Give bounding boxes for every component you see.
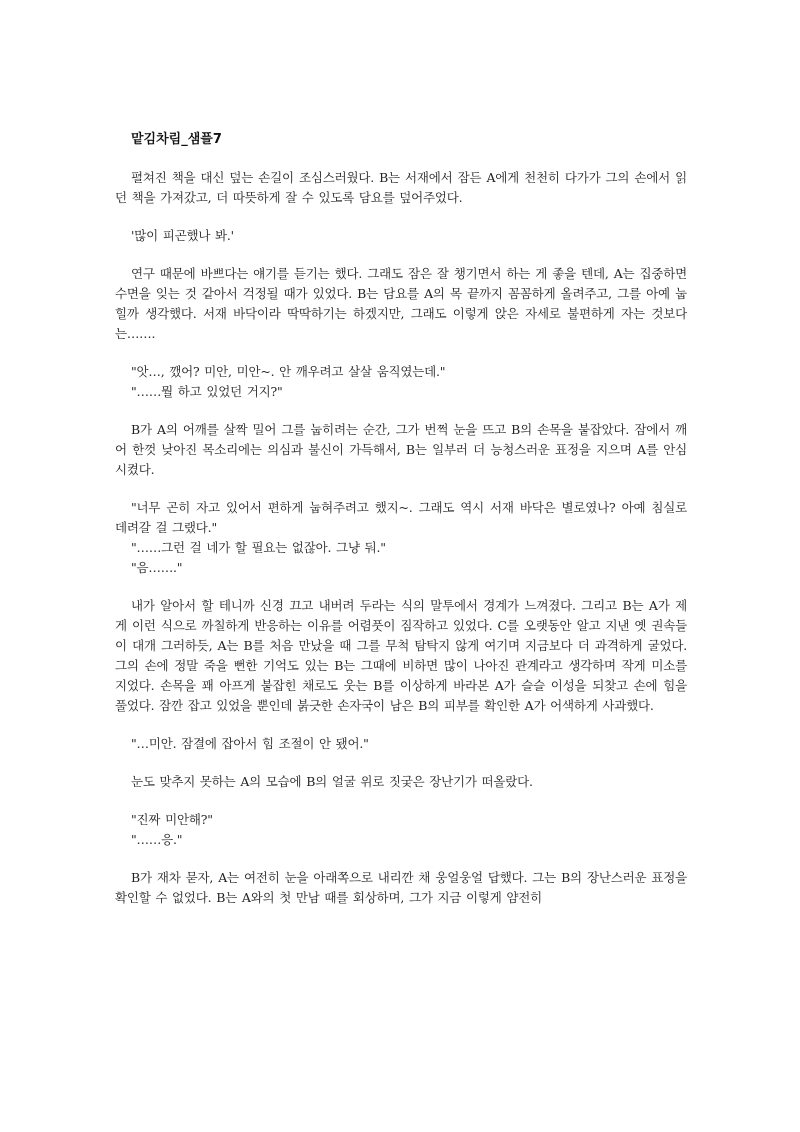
paragraph: B가 재차 묻자, A는 여전히 눈을 아래쪽으로 내리깐 채 웅얼웅얼 답했다. 그는 B의 장난스러운 표정을 확인할 수 없었다. B는 A와의 첫 만남 때를 회상하며, 그가 지금 이렇게 얌전히 [115,870,687,905]
paragraph: 눈도 맞추지 못하는 A의 모습에 B의 얼굴 위로 짓궂은 장난기가 떠올랐다. [131,774,533,789]
dialog-line: "……그런 걸 네가 할 필요는 없잖아. 그냥 둬." [131,540,386,555]
dialog-line: "음……." [131,560,183,575]
paragraph: B가 A의 어깨를 살짝 밀어 그를 눕히려는 순간, 그가 번쩍 눈을 뜨고 B의 손목을 붙잡았다. 잠에서 깨어 한껏 낮아진 목소리에는 의심과 불신이 가득해서, B는 일부러 더 능청스러운 표정을 지으며 A를 안심시켰다. [115,422,687,477]
document-title: 맡김차림_샘플7 [131,132,222,147]
dialog-line: "……뭘 하고 있었던 거지?" [131,384,283,399]
paragraph: 연구 때문에 바쁘다는 얘기를 듣기는 했다. 그래도 잠은 잘 챙기면서 하는 게 좋을 텐데, A는 집중하면 수면을 잊는 것 같아서 걱정될 때가 있었다. B는 담요를 A의 목 끝까지 꼼꼼하게 올려주고, 그를 아예 눕힐까 생각했다. 서재 바닥이라 딱딱하기는 하겠지만, 그래도 이렇게 앉은 자세로 불편하게 자는 것보다는……. [115,266,687,341]
dialog-line: "진짜 미안해?" [131,812,213,827]
paragraph: 펼쳐진 책을 대신 덮는 손길이 조심스러웠다. B는 서재에서 잠든 A에게 천천히 다가가 그의 손에서 읽던 책을 가져갔고, 더 따뜻하게 잘 수 있도록 담요를 덮어주었다. [115,170,687,205]
dialog-group [115,362,687,402]
dialog-line: "……응." [131,832,183,847]
paragraph: '많이 피곤했나 봐.' [131,228,234,243]
dialog-line: "너무 곤히 자고 있어서 편하게 눕혀주려고 했지~. 그래도 역시 서재 바닥은 별로였나? 아예 침실로 데려갈 걸 그랬다." [115,500,687,535]
paragraph: "…미안. 잠결에 잡아서 힘 조절이 안 됐어." [131,736,369,751]
dialog-line: "앗…, 깼어? 미안, 미안~. 안 깨우려고 살살 움직였는데." [131,364,446,379]
dialog-group [115,498,687,578]
dialog-group [115,810,687,850]
paragraph: 내가 알아서 할 테니까 신경 끄고 내버려 두라는 식의 말투에서 경계가 느껴졌다. 그리고 B는 A가 제게 이런 식으로 까칠하게 반응하는 이유를 어렴풋이 짐작하고 있었다. C를 오랫동안 알고 지낸 옛 권속들이 대개 그러하듯, A는 B를 처음 만났을 때 그를 무척 탐탁지 않게 여기며 지금보다 더 과격하게 굴었다. 그의 손에 정말 죽을 뻔한 기억도 있는 B는 그때에 비하면 많이 나아진 관계라고 생각하며 작게 미소를 지었다. 손목을 꽤 아프게 붙잡힌 채로도 웃는 B를 이상하게 바라본 A가 슬슬 이성을 되찾고 손에 힘을 풀었다. 잠깐 잡고 있었을 뿐인데 붉긋한 손자국이 남은 B의 피부를 확인한 A가 어색하게 사과했다. [115,598,687,713]
document-page [115,130,687,926]
